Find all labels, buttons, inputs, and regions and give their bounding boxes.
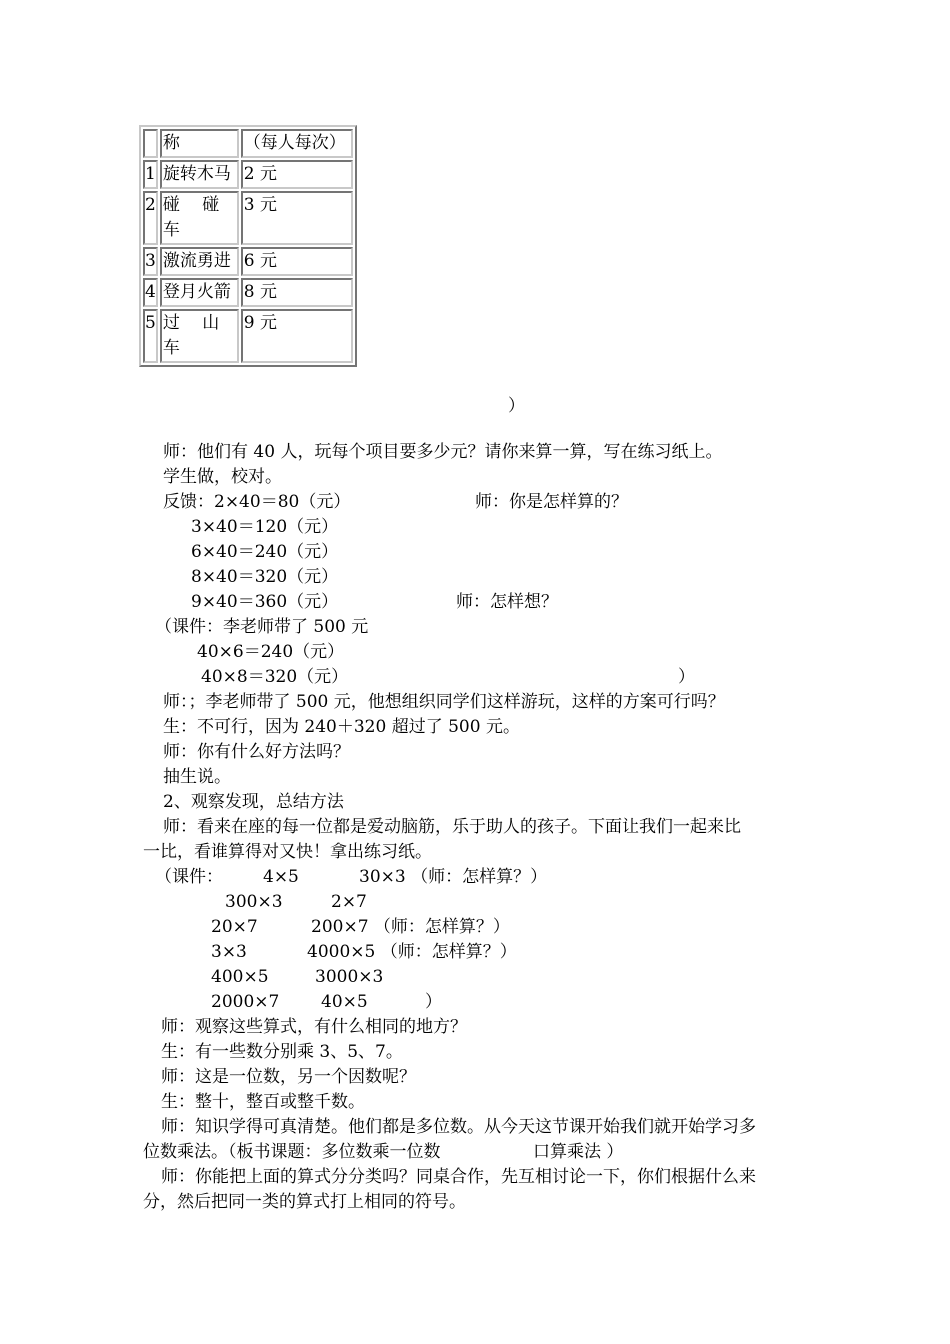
section-heading: 2、观察发现，总结方法 — [163, 792, 344, 812]
row-price: 9 元 — [241, 309, 353, 363]
expression: 2×7 — [331, 892, 367, 912]
row-name — [160, 191, 239, 245]
text-line: 师：看来在座的每一位都是爱动脑筋，乐于助人的孩子。下面让我们一起来比 — [163, 817, 741, 837]
row-name-line1: 碰 碰 — [162, 195, 220, 215]
row-price: 3 元 — [241, 191, 353, 245]
equation-line: 40×8＝320（元） — [201, 667, 349, 687]
equation-line: 40×6＝240（元） — [197, 642, 345, 662]
header-cell-name: 称 — [160, 129, 239, 158]
table-row — [143, 309, 353, 363]
expression: 4×5 — [263, 867, 299, 887]
text-line: ） — [425, 992, 442, 1012]
text-line: 师：你是怎样算的？ — [475, 492, 628, 512]
row-name — [160, 309, 239, 363]
row-price: 8 元 — [241, 278, 353, 307]
expression: 2000×7 — [211, 992, 280, 1012]
table-row — [143, 160, 353, 189]
text-line: 师：知识学得可真清楚。他们都是多位数。从今天这节课开始我们就开始学习多 — [161, 1117, 756, 1137]
text-line: 反馈：2×40＝80（元） — [163, 492, 351, 512]
text-line: 师：观察这些算式，有什么相同的地方？ — [161, 1017, 467, 1037]
expression: 3×3 — [211, 942, 247, 962]
text-line: 学生做，校对。 — [163, 467, 282, 487]
equation-line: 6×40＝240（元） — [191, 542, 339, 562]
row-no: 1 — [143, 160, 158, 189]
row-name: 激流勇进 — [160, 247, 239, 276]
expression: 4000×5 （师：怎样算？） — [307, 942, 517, 962]
header-cell-price: （每人每次） — [241, 129, 353, 158]
text-line: 一比，看谁算得对又快！拿出练习纸。 — [143, 842, 432, 862]
text-line: 师：这是一位数，另一个因数呢？ — [161, 1067, 416, 1087]
price-table — [139, 125, 357, 367]
table-header-row — [143, 129, 353, 158]
text-line: 分，然后把同一类的算式打上相同的符号。 — [143, 1192, 466, 1212]
row-no: 3 — [143, 247, 158, 276]
table-row — [143, 247, 353, 276]
expression: 30×3 （师：怎样算？） — [359, 867, 548, 887]
row-name-line1: 过 山 — [162, 313, 220, 333]
row-no: 2 — [143, 191, 158, 245]
equation-line: 9×40＝360（元） — [191, 592, 339, 612]
row-no: 4 — [143, 278, 158, 307]
text-line: 生：不可行，因为 240＋320 超过了 500 元。 — [163, 717, 520, 737]
text-line: （课件： — [155, 867, 223, 887]
equation-line: 8×40＝320（元） — [191, 567, 339, 587]
row-price: 2 元 — [241, 160, 353, 189]
row-price: 6 元 — [241, 247, 353, 276]
row-name-line2: 车 — [162, 338, 180, 358]
expression: 200×7 （师：怎样算？） — [311, 917, 510, 937]
header-cell-no — [143, 129, 158, 158]
expression: 3000×3 — [315, 967, 384, 987]
equation-line: 3×40＝120（元） — [191, 517, 339, 537]
text-line: 师：；李老师带了 500 元，他想组织同学们这样游玩，这样的方案可行吗？ — [163, 692, 725, 712]
text-line: 抽生说。 — [163, 767, 231, 787]
row-name-line2: 车 — [162, 220, 180, 240]
text-line: 师：他们有 40 人，玩每个项目要多少元？请你来算一算，写在练习纸上。 — [163, 442, 723, 462]
text-line: 师：你有什么好方法吗？ — [163, 742, 350, 762]
expression: 400×5 — [211, 967, 269, 987]
text-line: ） — [678, 667, 695, 687]
text-line: 师：怎样想？ — [456, 592, 558, 612]
text-line: （课件：李老师带了 500 元 — [155, 617, 369, 637]
expression: 300×3 — [225, 892, 283, 912]
text-line: 位数乘法。（板书课题：多位数乘一位数 — [143, 1142, 441, 1162]
text-line: 生：整十，整百或整千数。 — [161, 1092, 365, 1112]
expression: 20×7 — [211, 917, 258, 937]
text-line: 生：有一些数分别乘 3、5、7。 — [161, 1042, 403, 1062]
text-line: 口算乘法 ） — [533, 1142, 624, 1162]
expression: 40×5 — [321, 992, 368, 1012]
row-no: 5 — [143, 309, 158, 363]
table-row — [143, 278, 353, 307]
stray-paren: ） — [508, 396, 525, 416]
text-line: 师：你能把上面的算式分分类吗？同桌合作，先互相讨论一下，你们根据什么来 — [161, 1167, 756, 1187]
row-name: 登月火箭 — [160, 278, 239, 307]
table-row — [143, 191, 353, 245]
row-name: 旋转木马 — [160, 160, 239, 189]
